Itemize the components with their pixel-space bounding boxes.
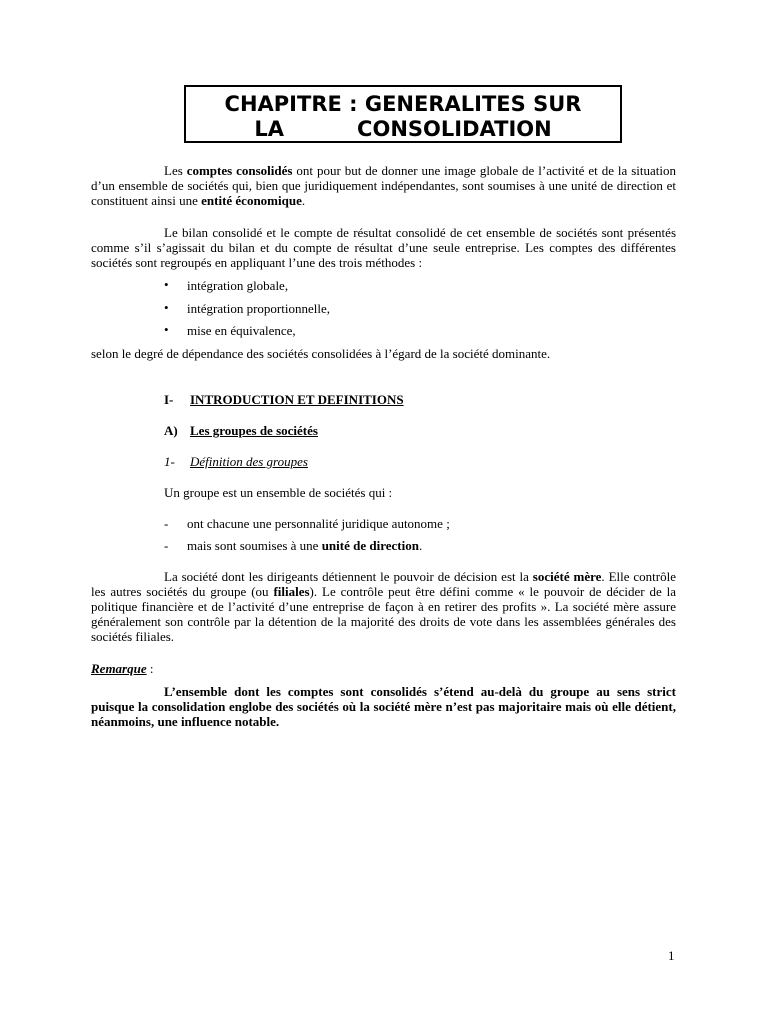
group-item-text-part: mais sont soumises à une (187, 538, 322, 553)
intro-text-1: Les (164, 163, 187, 178)
remark-label-line (91, 661, 676, 676)
page-number: 1 (668, 948, 675, 963)
chapter-title-line1: CHAPITRE : GENERALITES SUR (224, 92, 582, 116)
bullet-icon: • (164, 277, 169, 292)
group-item-text: ont chacune une personnalité juridique autonome ; (187, 516, 450, 531)
para4-text-2: . Elle contrôle les autres sociétés du groupe (ou (91, 569, 676, 599)
method-label: intégration proportionnelle, (187, 301, 330, 316)
remark-colon: : (146, 661, 154, 676)
chapter-title-box (184, 85, 622, 143)
method-label: intégration globale, (187, 278, 289, 293)
group-item-bold: unité de direction (321, 538, 419, 553)
para4-bold-filiales: filiales (273, 584, 310, 599)
bullet-icon: • (164, 300, 169, 315)
dash-marker: - (164, 516, 169, 531)
dash-marker: - (164, 538, 169, 553)
section-number: A) (164, 423, 178, 438)
section-number: 1- (164, 454, 175, 469)
intro-text-3: . (301, 193, 306, 208)
bullet-icon: • (164, 322, 169, 337)
section-number: I- (164, 392, 174, 407)
section-label: Les groupes de sociétés (190, 423, 318, 438)
para4-text-3: ). Le contrôle peut être défini comme « le pouvoir de décider de la politique financière et de l’activité d’une entreprise de façon à en retirer des profits ». La société mère assure généralement son contrôle par la détention de la majorité des droits de vote dans les assemblées générales des sociétés filiales. (91, 584, 677, 644)
intro-text-2: ont pour but de donner une image globale de l’activité et de la situation d’un ensemble de sociétés qui, bien que juridiquement indépendantes, sont soumises à une unité de direction et constituent ainsi une (91, 163, 676, 208)
section-label: INTRODUCTION ET DEFINITIONS (190, 392, 404, 407)
para4-bold-societe-mere: société mère (532, 569, 602, 584)
dependance-sentence: selon le degré de dépendance des sociétés consolidées à l’égard de la société dominante. (91, 346, 551, 361)
intro-paragraph (91, 163, 676, 208)
section-heading-1 (164, 392, 404, 407)
intro-bold-comptes-consolides: comptes consolidés (186, 163, 293, 178)
chapter-title-line2: LA CONSOLIDATION (254, 117, 552, 141)
remark-label: Remarque (91, 661, 147, 676)
group-intro: Un groupe est un ensemble de sociétés qui : (164, 485, 393, 500)
section-heading-1-1 (164, 454, 308, 469)
intro-bold-entite-economique: entité économique (201, 193, 302, 208)
group-item-end: . (418, 538, 423, 553)
group-item-text (187, 538, 422, 553)
para4-text-1: La société dont les dirigeants détiennent le pouvoir de décision est la (164, 569, 533, 584)
bilan-paragraph: Le bilan consolidé et le compte de résultat consolidé de cet ensemble de sociétés sont présentés comme s’il s’agissait du bilan et du compte de résultat d’une seule entreprise. Les comptes des différentes sociétés sont regroupés en appliquant l’une des trois méthodes : (91, 225, 676, 270)
remark-text: L’ensemble dont les comptes sont consolidés s’étend au-delà du groupe au sens strict puisque la consolidation englobe des sociétés où la société mère n’est pas majoritaire mais où elle détient, néanmoins, une influence notable. (91, 684, 676, 729)
section-heading-a (164, 423, 318, 438)
societe-mere-paragraph (91, 569, 676, 644)
method-label: mise en équivalence, (187, 323, 296, 338)
section-label: Définition des groupes (190, 454, 308, 469)
